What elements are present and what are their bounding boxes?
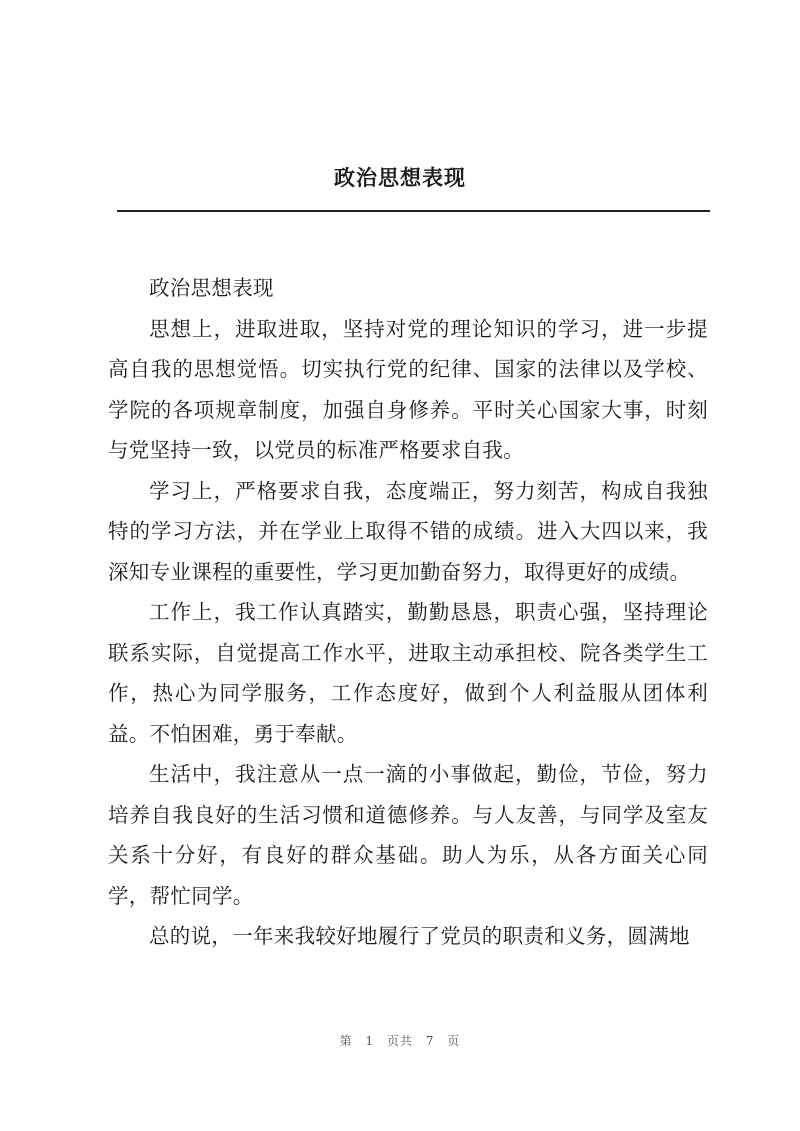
paragraph-study: 学习上，严格要求自我，态度端正，努力刻苦，构成自我独特的学习方法，并在学业上取得不错的成绩。进入大四以来，我深知专业课程的重要性，学习更加勤奋努力，取得更好的成绩。 [108,478,708,584]
title-divider [117,210,710,212]
footer-current-page: 1 [365,1034,375,1048]
footer-suffix: 页 [447,1034,461,1048]
footer-total-pages: 7 [425,1034,435,1048]
paragraph-life: 生活中，我注意从一点一滴的小事做起，勤俭，节俭，努力培养自我良好的生活习惯和道德修养。与人友善，与同学及室友关系十分好，有良好的群众基础。助人为乐，从各方面关心同学，帮忙同学。 [108,762,708,908]
footer-prefix: 第 [339,1034,353,1048]
body-heading: 政治思想表现 [149,276,274,300]
paragraph-thought: 思想上，进取进取，坚持对党的理论知识的学习，进一步提高自我的思想觉悟。切实执行党的纪律、国家的法律以及学校、学院的各项规章制度，加强自身修养。平时关心国家大事，时刻与党坚持一致，以党员的标准严格要求自我。 [108,316,708,462]
document-body [108,268,708,957]
document-title: 政治思想表现 [334,165,466,190]
paragraph-summary: 总的说，一年来我较好地履行了党员的职责和义务，圆满地 [149,924,690,948]
paragraph-work: 工作上，我工作认真踏实，勤勤恳恳，职责心强，坚持理论联系实际，自觉提高工作水平，进取主动承担校、院各类学生工作，热心为同学服务，工作态度好，做到个人利益服从团体利益。不怕困难，勇于奉献。 [108,600,708,746]
footer-middle: 页共 [386,1034,413,1048]
page-footer [0,1032,800,1049]
